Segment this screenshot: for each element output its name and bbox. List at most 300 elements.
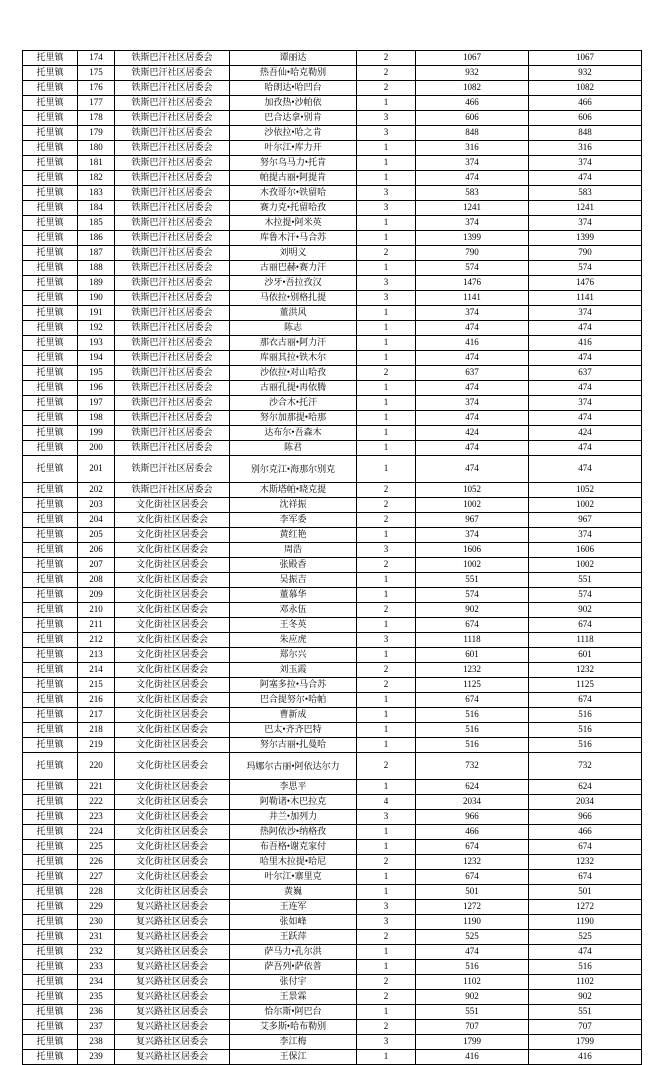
cell-org[interactable]: 铁斯巴汗社区居委会 [115, 201, 230, 216]
table-row[interactable] [23, 381, 642, 396]
cell-count[interactable]: 1 [357, 426, 416, 441]
cell-count[interactable]: 2 [357, 498, 416, 513]
cell-amount-1[interactable]: 1141 [416, 291, 529, 306]
cell-town[interactable]: 托里镇 [23, 336, 78, 351]
cell-no[interactable]: 204 [78, 513, 115, 528]
cell-no[interactable]: 223 [78, 810, 115, 825]
table-row[interactable] [23, 246, 642, 261]
cell-org[interactable]: 文化街社区居委会 [115, 795, 230, 810]
cell-name[interactable]: 达布尔•吾森木 [230, 426, 357, 441]
cell-amount-1[interactable]: 1125 [416, 678, 529, 693]
cell-org[interactable]: 复兴路社区居委会 [115, 1020, 230, 1035]
cell-amount-2[interactable]: 516 [529, 960, 642, 975]
cell-count[interactable]: 3 [357, 543, 416, 558]
cell-name[interactable]: 谭丽达 [230, 51, 357, 66]
table-row[interactable] [23, 366, 642, 381]
table-row[interactable] [23, 708, 642, 723]
cell-town[interactable]: 托里镇 [23, 66, 78, 81]
cell-count[interactable]: 3 [357, 186, 416, 201]
cell-town[interactable]: 托里镇 [23, 513, 78, 528]
cell-amount-1[interactable]: 316 [416, 141, 529, 156]
cell-amount-2[interactable]: 501 [529, 885, 642, 900]
cell-org[interactable]: 文化街社区居委会 [115, 708, 230, 723]
cell-amount-2[interactable]: 574 [529, 588, 642, 603]
table-row[interactable] [23, 1020, 642, 1035]
cell-amount-2[interactable]: 424 [529, 426, 642, 441]
cell-count[interactable]: 3 [357, 126, 416, 141]
cell-count[interactable]: 1 [357, 1050, 416, 1065]
cell-no[interactable]: 210 [78, 603, 115, 618]
cell-no[interactable]: 197 [78, 396, 115, 411]
cell-org[interactable]: 铁斯巴汗社区居委会 [115, 246, 230, 261]
table-row[interactable] [23, 975, 642, 990]
cell-town[interactable]: 托里镇 [23, 930, 78, 945]
table-row[interactable] [23, 1050, 642, 1065]
cell-no[interactable]: 186 [78, 231, 115, 246]
cell-org[interactable]: 复兴路社区居委会 [115, 915, 230, 930]
cell-no[interactable]: 238 [78, 1035, 115, 1050]
cell-no[interactable]: 184 [78, 201, 115, 216]
cell-amount-1[interactable]: 551 [416, 573, 529, 588]
cell-town[interactable]: 托里镇 [23, 663, 78, 678]
cell-amount-1[interactable]: 637 [416, 366, 529, 381]
cell-town[interactable]: 托里镇 [23, 111, 78, 126]
table-row[interactable] [23, 543, 642, 558]
table-row[interactable] [23, 111, 642, 126]
cell-no[interactable]: 239 [78, 1050, 115, 1065]
cell-no[interactable]: 219 [78, 738, 115, 753]
cell-count[interactable]: 2 [357, 603, 416, 618]
cell-amount-1[interactable]: 674 [416, 840, 529, 855]
cell-amount-1[interactable]: 967 [416, 513, 529, 528]
cell-no[interactable]: 218 [78, 723, 115, 738]
cell-amount-2[interactable]: 474 [529, 441, 642, 456]
cell-amount-2[interactable]: 606 [529, 111, 642, 126]
cell-count[interactable]: 1 [357, 261, 416, 276]
cell-count[interactable]: 1 [357, 573, 416, 588]
cell-no[interactable]: 209 [78, 588, 115, 603]
cell-count[interactable]: 2 [357, 1020, 416, 1035]
cell-no[interactable]: 181 [78, 156, 115, 171]
cell-no[interactable]: 225 [78, 840, 115, 855]
cell-amount-1[interactable]: 516 [416, 738, 529, 753]
cell-amount-2[interactable]: 374 [529, 528, 642, 543]
cell-no[interactable]: 213 [78, 648, 115, 663]
cell-amount-2[interactable]: 516 [529, 723, 642, 738]
cell-amount-1[interactable]: 466 [416, 825, 529, 840]
cell-town[interactable]: 托里镇 [23, 498, 78, 513]
cell-name[interactable]: 陈志 [230, 321, 357, 336]
cell-no[interactable]: 202 [78, 483, 115, 498]
cell-no[interactable]: 180 [78, 141, 115, 156]
cell-org[interactable]: 复兴路社区居委会 [115, 990, 230, 1005]
cell-org[interactable]: 铁斯巴汗社区居委会 [115, 321, 230, 336]
cell-amount-2[interactable]: 1002 [529, 558, 642, 573]
cell-amount-1[interactable]: 1232 [416, 663, 529, 678]
cell-count[interactable]: 1 [357, 171, 416, 186]
cell-amount-2[interactable]: 1067 [529, 51, 642, 66]
cell-amount-1[interactable]: 1067 [416, 51, 529, 66]
cell-no[interactable]: 216 [78, 693, 115, 708]
table-row[interactable] [23, 855, 642, 870]
cell-town[interactable]: 托里镇 [23, 351, 78, 366]
cell-name[interactable]: 马依拉•别格扎提 [230, 291, 357, 306]
cell-name[interactable]: 那衣古丽•阿力汗 [230, 336, 357, 351]
cell-town[interactable]: 托里镇 [23, 426, 78, 441]
cell-amount-1[interactable]: 474 [416, 351, 529, 366]
table-row[interactable] [23, 603, 642, 618]
cell-org[interactable]: 文化街社区居委会 [115, 738, 230, 753]
cell-amount-1[interactable]: 902 [416, 990, 529, 1005]
cell-count[interactable]: 3 [357, 915, 416, 930]
cell-name[interactable]: 别尔克江•海那尔别克 [230, 456, 357, 483]
cell-count[interactable]: 1 [357, 306, 416, 321]
cell-amount-2[interactable]: 902 [529, 990, 642, 1005]
cell-amount-2[interactable]: 374 [529, 306, 642, 321]
cell-name[interactable]: 努尔古丽•扎曼哈 [230, 738, 357, 753]
cell-town[interactable]: 托里镇 [23, 81, 78, 96]
cell-amount-2[interactable]: 1476 [529, 276, 642, 291]
cell-count[interactable]: 1 [357, 825, 416, 840]
cell-count[interactable]: 1 [357, 870, 416, 885]
cell-amount-1[interactable]: 416 [416, 1050, 529, 1065]
cell-org[interactable]: 铁斯巴汗社区居委会 [115, 126, 230, 141]
cell-amount-1[interactable]: 374 [416, 156, 529, 171]
cell-count[interactable]: 1 [357, 96, 416, 111]
table-row[interactable] [23, 678, 642, 693]
cell-no[interactable]: 217 [78, 708, 115, 723]
cell-count[interactable]: 1 [357, 945, 416, 960]
cell-amount-2[interactable]: 1125 [529, 678, 642, 693]
table-row[interactable] [23, 81, 642, 96]
cell-no[interactable]: 200 [78, 441, 115, 456]
cell-town[interactable]: 托里镇 [23, 678, 78, 693]
cell-amount-2[interactable]: 732 [529, 753, 642, 780]
table-row[interactable] [23, 573, 642, 588]
cell-amount-2[interactable]: 966 [529, 810, 642, 825]
cell-town[interactable]: 托里镇 [23, 633, 78, 648]
cell-amount-2[interactable]: 637 [529, 366, 642, 381]
cell-no[interactable]: 233 [78, 960, 115, 975]
cell-count[interactable]: 1 [357, 216, 416, 231]
cell-amount-1[interactable]: 374 [416, 396, 529, 411]
cell-no[interactable]: 201 [78, 456, 115, 483]
cell-amount-1[interactable]: 551 [416, 1005, 529, 1020]
cell-amount-2[interactable]: 1052 [529, 483, 642, 498]
table-row[interactable] [23, 738, 642, 753]
cell-count[interactable]: 1 [357, 618, 416, 633]
cell-count[interactable]: 4 [357, 795, 416, 810]
cell-amount-2[interactable]: 601 [529, 648, 642, 663]
cell-no[interactable]: 226 [78, 855, 115, 870]
table-row[interactable] [23, 723, 642, 738]
cell-name[interactable]: 李思平 [230, 780, 357, 795]
cell-amount-1[interactable]: 525 [416, 930, 529, 945]
cell-name[interactable]: 巴合达拿•别肯 [230, 111, 357, 126]
cell-town[interactable]: 托里镇 [23, 543, 78, 558]
cell-org[interactable]: 铁斯巴汗社区居委会 [115, 81, 230, 96]
cell-no[interactable]: 188 [78, 261, 115, 276]
cell-count[interactable]: 2 [357, 753, 416, 780]
cell-town[interactable]: 托里镇 [23, 231, 78, 246]
cell-amount-2[interactable]: 416 [529, 1050, 642, 1065]
cell-name[interactable]: 加孜热•沙帕依 [230, 96, 357, 111]
cell-name[interactable]: 吴振吉 [230, 573, 357, 588]
cell-amount-2[interactable]: 624 [529, 780, 642, 795]
cell-count[interactable]: 1 [357, 441, 416, 456]
cell-town[interactable]: 托里镇 [23, 201, 78, 216]
cell-org[interactable]: 铁斯巴汗社区居委会 [115, 336, 230, 351]
table-row[interactable] [23, 291, 642, 306]
cell-amount-2[interactable]: 1232 [529, 855, 642, 870]
cell-town[interactable]: 托里镇 [23, 588, 78, 603]
cell-amount-2[interactable]: 551 [529, 573, 642, 588]
cell-name[interactable]: 黄红艳 [230, 528, 357, 543]
cell-name[interactable]: 哈里木拉提•哈尼 [230, 855, 357, 870]
cell-org[interactable]: 铁斯巴汗社区居委会 [115, 396, 230, 411]
cell-amount-1[interactable]: 707 [416, 1020, 529, 1035]
table-row[interactable] [23, 171, 642, 186]
table-row[interactable] [23, 351, 642, 366]
table-row[interactable] [23, 276, 642, 291]
cell-org[interactable]: 文化街社区居委会 [115, 648, 230, 663]
cell-org[interactable]: 复兴路社区居委会 [115, 960, 230, 975]
cell-count[interactable]: 1 [357, 588, 416, 603]
cell-count[interactable]: 1 [357, 456, 416, 483]
cell-town[interactable]: 托里镇 [23, 795, 78, 810]
cell-town[interactable]: 托里镇 [23, 618, 78, 633]
cell-amount-1[interactable]: 790 [416, 246, 529, 261]
cell-no[interactable]: 231 [78, 930, 115, 945]
cell-count[interactable]: 1 [357, 960, 416, 975]
cell-org[interactable]: 铁斯巴汗社区居委会 [115, 96, 230, 111]
cell-amount-2[interactable]: 2034 [529, 795, 642, 810]
cell-count[interactable]: 1 [357, 693, 416, 708]
cell-amount-2[interactable]: 1232 [529, 663, 642, 678]
cell-no[interactable]: 220 [78, 753, 115, 780]
cell-amount-1[interactable]: 374 [416, 216, 529, 231]
cell-amount-1[interactable]: 1241 [416, 201, 529, 216]
cell-org[interactable]: 铁斯巴汗社区居委会 [115, 411, 230, 426]
cell-org[interactable]: 文化街社区居委会 [115, 663, 230, 678]
cell-amount-1[interactable]: 474 [416, 411, 529, 426]
cell-no[interactable]: 177 [78, 96, 115, 111]
cell-count[interactable]: 2 [357, 678, 416, 693]
cell-name[interactable]: 巴合提努尔•哈帕 [230, 693, 357, 708]
cell-count[interactable]: 3 [357, 810, 416, 825]
cell-count[interactable]: 2 [357, 366, 416, 381]
cell-count[interactable]: 1 [357, 738, 416, 753]
cell-name[interactable]: 周浩 [230, 543, 357, 558]
cell-amount-2[interactable]: 516 [529, 708, 642, 723]
cell-amount-1[interactable]: 474 [416, 321, 529, 336]
cell-org[interactable]: 复兴路社区居委会 [115, 900, 230, 915]
table-row[interactable] [23, 633, 642, 648]
cell-org[interactable]: 铁斯巴汗社区居委会 [115, 483, 230, 498]
cell-town[interactable]: 托里镇 [23, 306, 78, 321]
table-row[interactable] [23, 1035, 642, 1050]
table-row[interactable] [23, 870, 642, 885]
cell-town[interactable]: 托里镇 [23, 96, 78, 111]
table-row[interactable] [23, 441, 642, 456]
cell-count[interactable]: 1 [357, 141, 416, 156]
cell-name[interactable]: 邓永伍 [230, 603, 357, 618]
cell-amount-1[interactable]: 2034 [416, 795, 529, 810]
cell-name[interactable]: 王保江 [230, 1050, 357, 1065]
cell-amount-2[interactable]: 416 [529, 336, 642, 351]
cell-count[interactable]: 3 [357, 900, 416, 915]
cell-name[interactable]: 努尔乌马力•托肯 [230, 156, 357, 171]
cell-name[interactable]: 沙牙•吾拉孜汉 [230, 276, 357, 291]
cell-amount-1[interactable]: 1002 [416, 498, 529, 513]
cell-name[interactable]: 郑尔兴 [230, 648, 357, 663]
cell-no[interactable]: 232 [78, 945, 115, 960]
table-row[interactable] [23, 693, 642, 708]
cell-amount-2[interactable]: 574 [529, 261, 642, 276]
cell-amount-1[interactable]: 966 [416, 810, 529, 825]
cell-name[interactable]: 张如峰 [230, 915, 357, 930]
cell-no[interactable]: 196 [78, 381, 115, 396]
cell-amount-1[interactable]: 606 [416, 111, 529, 126]
cell-amount-1[interactable]: 574 [416, 588, 529, 603]
table-row[interactable] [23, 321, 642, 336]
cell-count[interactable]: 1 [357, 156, 416, 171]
cell-name[interactable]: 艾多斯•哈布勒别 [230, 1020, 357, 1035]
table-row[interactable] [23, 426, 642, 441]
cell-no[interactable]: 234 [78, 975, 115, 990]
cell-town[interactable]: 托里镇 [23, 648, 78, 663]
cell-amount-1[interactable]: 674 [416, 618, 529, 633]
cell-no[interactable]: 179 [78, 126, 115, 141]
table-row[interactable] [23, 201, 642, 216]
cell-amount-1[interactable]: 902 [416, 603, 529, 618]
cell-amount-1[interactable]: 424 [416, 426, 529, 441]
cell-town[interactable]: 托里镇 [23, 381, 78, 396]
cell-amount-2[interactable]: 674 [529, 840, 642, 855]
cell-town[interactable]: 托里镇 [23, 693, 78, 708]
cell-name[interactable]: 木拉提•阿米英 [230, 216, 357, 231]
cell-org[interactable]: 文化街社区居委会 [115, 723, 230, 738]
cell-org[interactable]: 文化街社区居委会 [115, 810, 230, 825]
cell-count[interactable]: 1 [357, 528, 416, 543]
cell-name[interactable]: 曹新成 [230, 708, 357, 723]
cell-count[interactable]: 1 [357, 780, 416, 795]
cell-org[interactable]: 文化街社区居委会 [115, 885, 230, 900]
cell-name[interactable]: 李江梅 [230, 1035, 357, 1050]
table-row[interactable] [23, 663, 642, 678]
cell-org[interactable]: 铁斯巴汗社区居委会 [115, 216, 230, 231]
cell-count[interactable]: 2 [357, 51, 416, 66]
cell-org[interactable]: 文化街社区居委会 [115, 855, 230, 870]
cell-town[interactable]: 托里镇 [23, 915, 78, 930]
cell-name[interactable]: 帕提古丽•阿提肯 [230, 171, 357, 186]
table-row[interactable] [23, 780, 642, 795]
cell-count[interactable]: 2 [357, 558, 416, 573]
cell-no[interactable]: 174 [78, 51, 115, 66]
cell-org[interactable]: 铁斯巴汗社区居委会 [115, 426, 230, 441]
cell-name[interactable]: 刘玉霞 [230, 663, 357, 678]
cell-org[interactable]: 铁斯巴汗社区居委会 [115, 441, 230, 456]
cell-org[interactable]: 铁斯巴汗社区居委会 [115, 306, 230, 321]
cell-town[interactable]: 托里镇 [23, 483, 78, 498]
cell-amount-1[interactable]: 416 [416, 336, 529, 351]
cell-name[interactable]: 努尔加那提•哈那 [230, 411, 357, 426]
cell-town[interactable]: 托里镇 [23, 780, 78, 795]
cell-org[interactable]: 文化街社区居委会 [115, 633, 230, 648]
cell-count[interactable]: 2 [357, 66, 416, 81]
cell-org[interactable]: 文化街社区居委会 [115, 678, 230, 693]
cell-org[interactable]: 文化街社区居委会 [115, 558, 230, 573]
cell-amount-1[interactable]: 1272 [416, 900, 529, 915]
table-row[interactable] [23, 990, 642, 1005]
cell-org[interactable]: 铁斯巴汗社区居委会 [115, 186, 230, 201]
cell-name[interactable]: 王冬英 [230, 618, 357, 633]
table-row[interactable] [23, 753, 642, 780]
cell-town[interactable]: 托里镇 [23, 276, 78, 291]
cell-amount-1[interactable]: 474 [416, 456, 529, 483]
cell-org[interactable]: 文化街社区居委会 [115, 753, 230, 780]
cell-town[interactable]: 托里镇 [23, 738, 78, 753]
cell-amount-2[interactable]: 1141 [529, 291, 642, 306]
cell-name[interactable]: 王连军 [230, 900, 357, 915]
cell-town[interactable]: 托里镇 [23, 975, 78, 990]
cell-name[interactable]: 董慕华 [230, 588, 357, 603]
cell-amount-2[interactable]: 790 [529, 246, 642, 261]
cell-name[interactable]: 布吾格•谢克家付 [230, 840, 357, 855]
cell-town[interactable]: 托里镇 [23, 246, 78, 261]
cell-name[interactable]: 叶尔江•库力开 [230, 141, 357, 156]
cell-org[interactable]: 复兴路社区居委会 [115, 945, 230, 960]
table-row[interactable] [23, 336, 642, 351]
table-row[interactable] [23, 528, 642, 543]
cell-count[interactable]: 1 [357, 723, 416, 738]
cell-org[interactable]: 文化街社区居委会 [115, 603, 230, 618]
table-row[interactable] [23, 900, 642, 915]
cell-count[interactable]: 1 [357, 396, 416, 411]
cell-no[interactable]: 182 [78, 171, 115, 186]
cell-name[interactable]: 李军委 [230, 513, 357, 528]
cell-amount-1[interactable]: 1799 [416, 1035, 529, 1050]
cell-amount-1[interactable]: 516 [416, 960, 529, 975]
cell-no[interactable]: 195 [78, 366, 115, 381]
cell-name[interactable]: 热阿依沙•纳格孜 [230, 825, 357, 840]
cell-no[interactable]: 228 [78, 885, 115, 900]
cell-name[interactable]: 赛力克•托留哈孜 [230, 201, 357, 216]
table-row[interactable] [23, 231, 642, 246]
cell-org[interactable]: 铁斯巴汗社区居委会 [115, 171, 230, 186]
cell-amount-2[interactable]: 1799 [529, 1035, 642, 1050]
cell-town[interactable]: 托里镇 [23, 291, 78, 306]
cell-amount-1[interactable]: 1606 [416, 543, 529, 558]
cell-no[interactable]: 183 [78, 186, 115, 201]
table-row[interactable] [23, 306, 642, 321]
cell-amount-1[interactable]: 1102 [416, 975, 529, 990]
cell-town[interactable]: 托里镇 [23, 825, 78, 840]
cell-no[interactable]: 187 [78, 246, 115, 261]
cell-no[interactable]: 193 [78, 336, 115, 351]
cell-count[interactable]: 1 [357, 885, 416, 900]
cell-town[interactable]: 托里镇 [23, 441, 78, 456]
cell-name[interactable]: 井兰•加列力 [230, 810, 357, 825]
cell-count[interactable]: 2 [357, 663, 416, 678]
cell-name[interactable]: 库丽其拉•铁木尔 [230, 351, 357, 366]
cell-org[interactable]: 文化街社区居委会 [115, 870, 230, 885]
cell-amount-1[interactable]: 474 [416, 945, 529, 960]
cell-town[interactable]: 托里镇 [23, 855, 78, 870]
cell-name[interactable]: 阿塞多拉•马合苏 [230, 678, 357, 693]
cell-name[interactable]: 沙依拉•哈之肯 [230, 126, 357, 141]
cell-town[interactable]: 托里镇 [23, 1050, 78, 1065]
